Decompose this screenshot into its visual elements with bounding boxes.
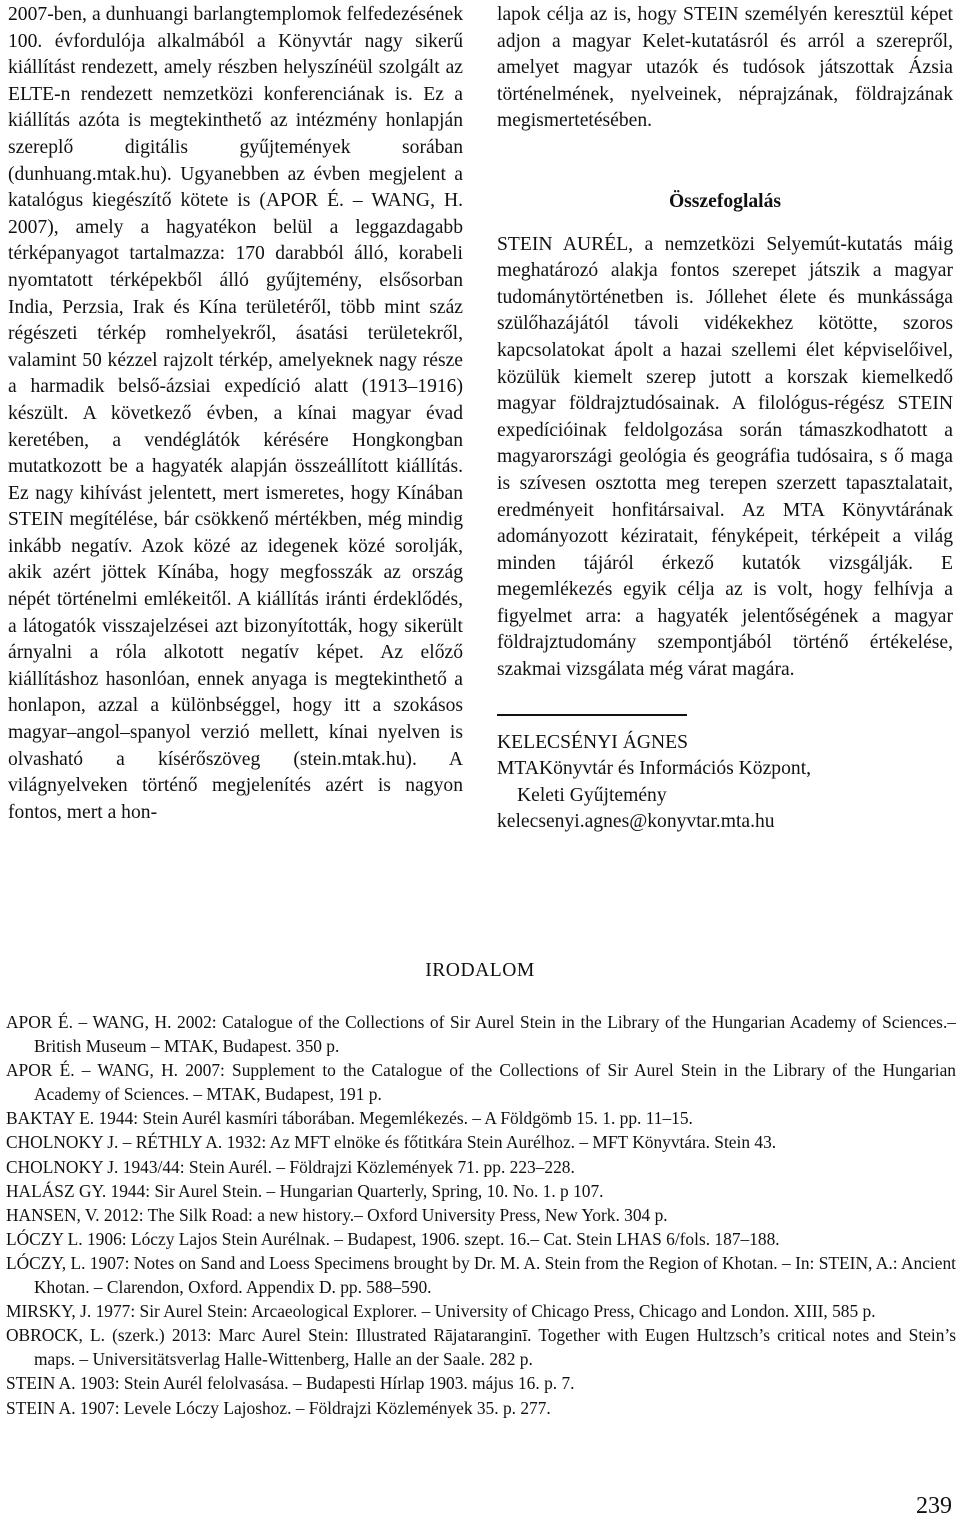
author-department: Keleti Gyűjtemény: [517, 784, 667, 806]
reference-text: 1977: Sir Aurel Stein: Arcaeological Explorer. – University of Chicago Press, Chicago and London. XIII, 585 p.: [91, 1301, 876, 1322]
reference-author: CHOLNOKY J.: [6, 1156, 119, 1177]
separator-rule: [497, 714, 687, 716]
reference-item: [6, 1227, 956, 1251]
reference-text: 1907: Levele Lóczy Lajoshoz. – Földrajzi Közlemények 35. p. 277.: [75, 1397, 551, 1418]
reference-item: [6, 1396, 956, 1420]
reference-text: 1932: Az MFT elnöke és főtitkára Stein Aurélhoz. – MFT Könyvtára. Stein 43.: [222, 1132, 777, 1153]
reference-text: 2007: Supplement to the Catalogue of the Collections of Sir Aurel Stein in the Library of the Hungarian Academy of Sciences. – MTAK, Budapest, 191 p.: [34, 1060, 956, 1105]
reference-item: [6, 1371, 956, 1395]
reference-item: [6, 1106, 956, 1130]
reference-author: APOR É. – WANG, H.: [6, 1012, 172, 1032]
reference-author: STEIN A.: [6, 1397, 76, 1418]
reference-author: LÓCZY, L.: [6, 1252, 86, 1273]
reference-author: HALÁSZ GY.: [6, 1180, 107, 1201]
reference-item: [6, 1179, 956, 1203]
reference-item: [6, 1010, 956, 1058]
author-name: KELECSÉNYI ÁGNES: [497, 731, 689, 753]
reference-item: [6, 1058, 956, 1106]
reference-author: HANSEN, V.: [6, 1204, 100, 1225]
reference-author: OBROCK, L.: [6, 1325, 105, 1346]
reference-text: 1907: Notes on Sand and Loess Specimens brought by Dr. M. A. Stein from the Region of Khotan. – In: STEIN, A.: Ancient Khotan. – Clarendon, Oxford. Appendix D. pp. 588–590.: [34, 1252, 956, 1298]
reference-item: [6, 1155, 956, 1179]
reference-text: 1903: Stein Aurél felolvasása. – Budapesti Hírlap 1903. május 16. p. 7.: [75, 1373, 575, 1394]
reference-author: MIRSKY, J.: [6, 1301, 92, 1322]
body-paragraph-continued: lapok célja az is, hogy STEIN személyén keresztül képet adjon a magyar Kelet-kutatásról és arról a szerepről, amelyet magyar utazók és tudósok játszottak Ázsia történelmének, nyelveinek, néprajzának, földrajzának megismertetésében.: [497, 4, 953, 132]
reference-item: [6, 1251, 956, 1299]
reference-author: BAKTAY E.: [6, 1108, 95, 1129]
reference-author: STEIN A.: [6, 1373, 76, 1394]
reference-item: [6, 1299, 956, 1323]
reference-text: 1944: Stein Aurél kasmíri táborában. Megemlékezés. – A Földgömb 15. 1. pp. 11–15.: [94, 1108, 693, 1129]
author-email[interactable]: kelecsenyi.agnes@konyvtar.mta.hu: [497, 811, 775, 833]
reference-item: [6, 1323, 956, 1371]
author-affiliation: MTAKönyvtár és Információs Központ,: [497, 758, 812, 780]
reference-text: 1944: Sir Aurel Stein. – Hungarian Quarterly, Spring, 10. No. 1. p 107.: [106, 1180, 604, 1201]
reference-item: [6, 1203, 956, 1227]
summary-paragraph: STEIN AURÉL, a nemzetközi Selyemút-kutatás máig meghatározó alakja fontos szerepet játszik a magyar tudománytörténetben is. Jóllehet élete és munkássága szülőhazájától távoli vidékekhez kötötte, szoros kapcsolatokat ápolt a hazai szellemi élet képviselőivel, közülük kiemelt szerep jutott a korszak kiemelkedő magyar földrajztudósainak. A filológus-régész STEIN expedícióinak feldolgozása során támaszkodhatott a magyarországi geológia és geográfia tudósaira, s ő maga is szívesen osztotta meg terepen szerzett tapasztalatait, eredményeit honfitársaival. Az MTA Könyvtárának adományozott kéziratait, fényképeit, térképeit a világ minden tájáról érkező kutatók vizsgálják. E megemlékezés egyik célja az is volt, hogy felhívja a figyelmet arra: a hagyaték jelentőségének a magyar földrajztudomány szempontjából történő értékelése, szakmai vizsgálata még várat magára.: [497, 233, 953, 681]
page-number: 239: [916, 1493, 952, 1519]
references-list: [6, 1010, 956, 1420]
author-block: [497, 730, 953, 836]
reference-author: CHOLNOKY J. – RÉTHLY A.: [6, 1132, 223, 1153]
body-paragraph: 2007-ben, a dunhuangi barlangtemplomok felfedezésének 100. évfordulója alkalmából a Könyvtár nagy sikerű kiállítást rendezett, amely részben helyszínéül szolgált az ELTE-n rendezett nemzetközi konferenciának is. Ez a kiállítás azóta is megtekinthető az intézmény honlapján szereplő digitális gyűjtemények sorában (dunhuang.mtak.hu). Ugyanebben az évben megjelent a katalógus kiegészítő kötete is (APOR É. – WANG, H. 2007), amely a hagyatékon belül a leggazdagabb térképanyagot tartalmazza: 170 darabból álló, korabeli nyomtatott térképekből álló gyűjtemény, elsősorban India, Perzsia, Irak és Kína területéről, több mint száz régészeti térkép romhelyekről, ásatási területekről, valamint 50 kézzel rajzolt térkép, amelyeknek nagy része a harmadik belső-ázsiai expedíció alatt (1913–1916) készült. A következő évben, a kínai magyar évad keretében, a vendéglátók kérésére Hongkongban mutatkozott be a hagyaték alapján összeállított kiállítás. Ez nagy kihívást jelentett, mert ismeretes, hogy Kínában STEIN megítélése, bár csökkenő mértékben, még mindig inkább negatív. Azok közé az idegenek közé sorolják, akik azért jöttek Kínába, hogy megfosszák az ország népét történelmi emlékeitől. A kiállítás iránti érdeklődés, a látogatók visszajelzései azt bizonyították, hogy sikerült árnyalni a róla alkotott negatív képet. Az előző kiállításhoz hasonlóan, ennek anyaga is megtekinthető a honlapon, azzal a különbséggel, hogy itt a szokásos magyar–angol–spanyol verzió mellett, kínai nyelven is olvasható a kísérőszöveg (stein.mtak.hu). A világnyelveken történő megjelenítés azért is nagyon fontos, mert a hon-: [8, 4, 463, 823]
reference-text: 2002: Catalogue of the Collections of Sir Aurel Stein in the Library of the Hungarian Academy of Sciences.– British Museum – MTAK, Budapest. 350 p.: [34, 1012, 956, 1057]
reference-text: 2012: The Silk Road: a new history.– Oxford University Press, New York. 304 p.: [99, 1204, 668, 1225]
reference-author: LÓCZY L.: [6, 1228, 83, 1249]
section-title: Összefoglalás: [668, 190, 782, 212]
reference-text: 1906: Lóczy Lajos Stein Aurélnak. – Budapest, 1906. szept. 16.– Cat. Stein LHAS 6/fols. 187–188.: [82, 1228, 780, 1249]
left-column: [8, 2, 463, 826]
right-column: [497, 2, 953, 836]
reference-text: (szerk.) 2013: Marc Aurel Stein: Illustrated Rājataranginī. Together with Eugen Hultzsch’s critical notes and Stein’s maps. – Universitätsverlag Halle-Wittenberg, Halle an der Saale. 282 p.: [34, 1325, 956, 1370]
reference-text: 1943/44: Stein Aurél. – Földrajzi Közlemények 71. pp. 223–228.: [118, 1156, 575, 1177]
reference-author: APOR É. – WANG, H.: [6, 1060, 179, 1081]
reference-item: [6, 1130, 956, 1154]
references-heading: IRODALOM: [425, 960, 535, 981]
